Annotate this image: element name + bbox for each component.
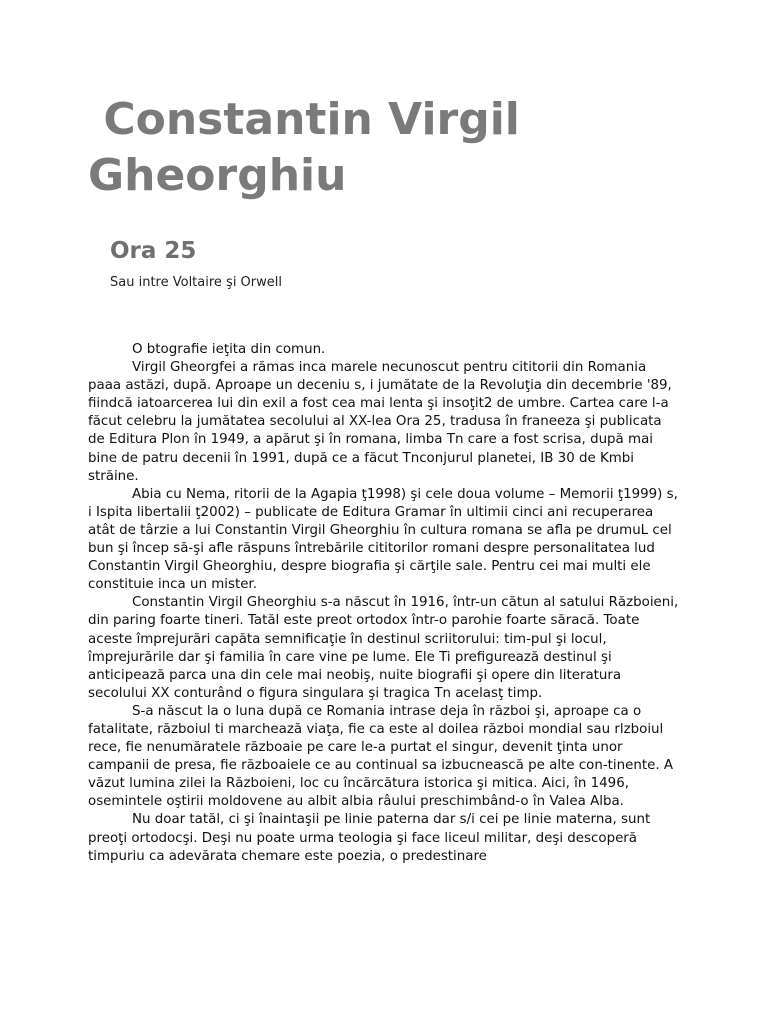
paragraph: Abia cu Nema, ritorii de la Agapia ţ1998) şi cele doua volume – Memorii ţ1999) s, i Ispita libertalii ţ2002) – publicate de Editura Gramar în ultimii cinci ani recuperarea atât de târzie a lui Constantin Virgil Gheorghiu în cultura romana se afla pe drumuL cel bun şi încep să-şi afle răspuns întrebările cititorilor romani despre personalitatea lud Constantin Virgil Gheorghiu, despre biografia şi cărţile sale. Pentru cei mai multi ele constituie inca un mister. xyxy=(88,486,678,593)
paragraph: O btografie ieţita din comun. xyxy=(132,342,326,357)
book-subtitle: Sau intre Voltaire şi Orwell xyxy=(110,275,282,290)
body-text xyxy=(88,341,682,866)
book-title: Ora 25 xyxy=(110,238,197,264)
paragraph: Nu doar tatăl, ci şi înaintaşii pe linie paterna dar s/i cei pe linie materna, sunt preoţi ortodocşi. Deşi nu poate urma teologia şi face liceul militar, deşi descoperă timpuriu ca adevărata chemare este poezia, o predestinare xyxy=(88,812,651,864)
paragraph: S-a născut la o luna după ce Romania intrase deja în război şi, aproape ca o fatalitate, războiul ti marchează viaţa, fie ca este al doilea război mondial sau rlzboiul rece, fie nenumăratele războaie pe care le-a purtat el singur, devenit ţinta unor campanii de presa, fie războaiele ce au continual sa izbucnească pe alte con-tinente. A văzut lumina zilei la Războieni, loc cu încărcătura istorica şi mitica. Aici, în 1496, osemintele oştirii moldovene au albit albia râului preschimbând-o în Valea Alba. xyxy=(88,703,674,810)
paragraph: Virgil Gheorgfei a rămas inca marele necunoscut pentru cititorii din Romania paaa astăzi, după. Aproape un deceniu s, i jumătate de la Revoluţia din decembrie '89, fiindcă iatoarcerea lui din exil a fost cea mai lenta şi insoţit2 de umbre. Cartea care l-a făcut celebru la jumătatea secolului al XX-lea Ora 25, tradusa în franeeza şi publicata de Editura Plon în 1949, a apărut şi în romana, limba Tn care a fost scrisa, după mai bine de patru decenii în 1991, după ce a făcut Tnconjurul planetei, IB 30 de Kmbi străine. xyxy=(88,360,672,484)
paragraph: Constantin Virgil Gheorghiu s-a născut în 1916, într-un cătun al satului Războieni, din paring foarte tineri. Tatăl este preot ortodox într-o parohie foarte săracă. Toate aceste împrejurări capăta semnificaţie în destinul scriitorului: tim-pul şi locul, împrejurările dar şi familia în care vine pe lume. Ele Ti prefigurează destinul şi anticipează parca una din cele mai neobiş, nuite biografii şi opere din literatura secolului XX conturând o figura singulara şi tragica Tn acelasţ timp. xyxy=(88,595,679,701)
document-title: Constantin Virgil Gheorghiu xyxy=(88,94,536,201)
